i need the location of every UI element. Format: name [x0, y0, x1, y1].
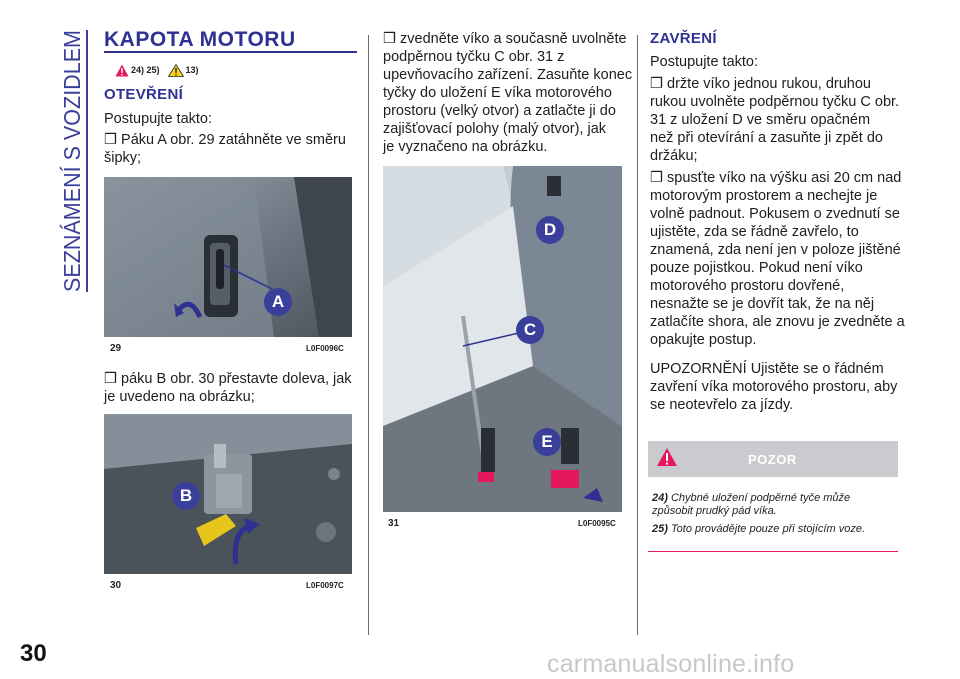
closing-step2-line9: zatlačíte shora, ale znovu je zvedněte a [650, 314, 905, 330]
section-title-rule [104, 51, 357, 53]
pozor-warning-icon [656, 447, 678, 467]
closing-step1-line2: rukou uvolněte podpěrnou tyčku C obr. [650, 94, 900, 110]
figure-30-number: 30 [110, 580, 122, 591]
closing-step1-line1: ❒ držte víko jednou rukou, druhou [650, 76, 871, 92]
warning-references [115, 60, 199, 80]
pozor-item-2-ref: 25) [652, 523, 668, 535]
opening-step1-line1: ❒ Páku A obr. 29 zatáhněte ve směru [104, 132, 346, 148]
figure-29-photo [104, 177, 352, 337]
opening-step3-line2: podpěrnou tyčku C obr. 31 z [383, 49, 565, 65]
opening-step3-line7: je vyznačeno na obrázku. [383, 139, 548, 155]
figure-31-label-e: E [541, 432, 553, 451]
chapter-side-rule [86, 30, 88, 292]
closing-heading: ZAVŘENÍ [650, 30, 717, 47]
closing-step2-line2: motorovým prostorem a nechejte je [650, 188, 878, 204]
figure-30-code: L0F0097C [306, 581, 344, 590]
opening-intro: Postupujte takto: [104, 111, 213, 127]
figure-29-label-a: A [271, 292, 285, 311]
closing-step2-line7: motorového prostoru dovřené, [650, 278, 845, 294]
closing-step2-line4: ujistěte, zda se řádně zavřelo, to [650, 224, 859, 240]
figure-31-photo [383, 166, 622, 512]
chapter-side-title-graphic [52, 30, 86, 292]
figure-29-number: 29 [110, 343, 122, 354]
opening-step3-line4: tyčky do uložení E víka motorového [383, 85, 612, 101]
column-divider-2 [637, 35, 638, 635]
figure-31-illustration [383, 166, 622, 512]
figure-31-code: L0F0095C [578, 519, 616, 528]
closing-intro: Postupujte takto: [650, 54, 759, 70]
closing-step2-line6: pouze pojistkou. Pokud není víko [650, 260, 863, 276]
closing-note-line2: zavření víka motorového prostoru, aby [650, 379, 898, 395]
opening-step2-line2: je uvedeno na obrázku; [104, 389, 255, 405]
closing-note-line1: UPOZORNĚNÍ Ujistěte se o řádném [650, 361, 884, 377]
caution-refs-text: 13) [185, 65, 199, 75]
closing-step1-line4: než při otevírání a zasuňte ji zpět do [650, 130, 883, 146]
danger-triangle-icon [115, 64, 129, 77]
closing-step2-line3: volně padnout. Pokusem o zvednutí se [650, 206, 900, 222]
caution-triangle-icon [168, 64, 184, 77]
figure-31-label-d: D [543, 220, 557, 239]
closing-step2-line10: opakujte postup. [650, 332, 757, 348]
opening-step3-line5: prostoru (velký otvor) a zatlačte ji do [383, 103, 616, 119]
section-title: KAPOTA MOTORU [104, 28, 296, 51]
opening-step1-line2: šipky; [104, 150, 142, 166]
pozor-item-1-ref: 24) [652, 492, 668, 504]
figure-29-code: L0F0096C [306, 344, 344, 353]
figure-30-illustration [104, 414, 352, 574]
closing-note-line3: se neotevřelo za jízdy. [650, 397, 794, 413]
figure-29-illustration [104, 177, 352, 337]
closing-step1-line5: držáku; [650, 148, 698, 164]
figure-31-number: 31 [388, 518, 400, 529]
footer-watermark-logo: carmanualsonline.info [547, 650, 795, 678]
pozor-item-2-line1 [652, 523, 865, 536]
pozor-title: POZOR [748, 452, 797, 467]
figure-31-label-c: C [523, 320, 537, 339]
opening-step3-line6: zajišťovací polohy (malý otvor), jak [383, 121, 607, 137]
opening-step3-line1: ❒ zvedněte víko a současně uvolněte [383, 31, 627, 47]
pozor-item-1-text1: Chybné uložení podpěrné tyče může [670, 492, 851, 504]
closing-step2-line1: ❒ spusťte víko na výšku asi 20 cm nad [650, 170, 902, 186]
closing-step1-line3: 31 z uložení D ve směru opačném [650, 112, 871, 128]
opening-heading: OTEVŘENÍ [104, 86, 184, 103]
danger-refs-text: 24) 25) [131, 65, 160, 75]
opening-step2-line1: ❒ páku B obr. 30 přestavte doleva, jak [104, 371, 352, 387]
page-number: 30 [20, 640, 47, 667]
pozor-item-2-text1: Toto provádějte pouze při stojícím voze. [670, 523, 865, 535]
figure-30-photo [104, 414, 352, 574]
pozor-item-1-line1 [652, 492, 850, 505]
opening-step3-line3: upevňovacího zařízení. Zasuňte konec [383, 67, 633, 83]
figure-30-label-b: B [179, 486, 193, 505]
chapter-title-text: SEZNÁMENÍ S VOZIDLEM [59, 30, 85, 292]
pozor-item-1-text2: způsobit prudký pád víka. [652, 505, 777, 517]
column-divider-1 [368, 35, 369, 635]
closing-step2-line5: znamená, zda není jen v poloze jištěné [650, 242, 901, 258]
chapter-side-title [52, 30, 86, 292]
closing-step2-line8: nesnažte se je dovřít tak, že na něj [650, 296, 875, 312]
